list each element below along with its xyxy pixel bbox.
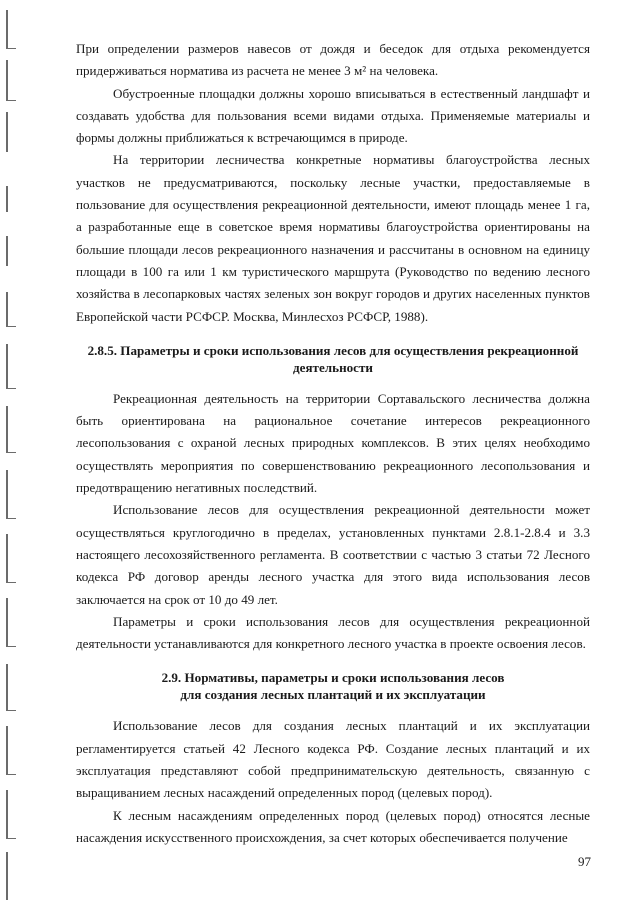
page-number: 97 (578, 854, 591, 869)
binding-mark (6, 48, 16, 49)
binding-mark (6, 790, 8, 838)
paragraph: При определении размеров навесов от дождя и беседок для отдыха рекомендуется придерживаться норматива из расчета не менее 3 м² на человека. (76, 41, 590, 79)
binding-mark (6, 852, 8, 900)
binding-mark (6, 774, 16, 775)
body-text (76, 38, 590, 849)
binding-mark (6, 292, 8, 326)
binding-mark (6, 838, 16, 839)
section-heading-line: деятельности (293, 359, 373, 375)
paragraph: Использование лесов для создания лесных плантаций и их эксплуатации регламентируется статьей 42 Лесного кодекса РФ. Создание лесных плантаций и их эксплуатация представляют собой предпринимательскую деятельность, связанную с выращиванием лесных насаждений определенных пород (целевых пород). (76, 718, 590, 801)
binding-mark (6, 344, 8, 388)
binding-mark (6, 582, 16, 583)
binding-mark (6, 100, 16, 101)
binding-mark (6, 406, 8, 452)
binding-mark (6, 112, 8, 152)
section-heading-line: 2.8.5. Параметры и сроки использования лесов для осуществления рекреационной (87, 342, 579, 358)
paragraph: Обустроенные площадки должны хорошо вписываться в естественный ландшафт и создавать удобства для пользования всеми видами отдыха. Применяемые материалы и формы должны приближаться к встречающимся в природе. (76, 85, 590, 146)
binding-mark (6, 186, 8, 212)
binding-marks (6, 0, 20, 905)
paragraph: На территории лесничества конкретные нормативы благоустройства лесных участков не предусматриваются, поскольку лесные участки, предоставляемые в пользование для осуществления рекреационной деятельности, имеют площадь менее 1 га, а разработанные еще в советское время нормативы благоустройства ориентированы на большие площади лесов рекреационного назначения и рассчитаны в основном на единицу площади в 100 га или 1 км туристического маршрута (Руководство по ведению лесного хозяйства в лесопарковых частях зеленых зон вокруг городов и других населенных пунктов Европейской части РСФСР. Москва, Минлесхоз РСФСР, 1988). (76, 152, 590, 324)
binding-mark (6, 452, 16, 453)
binding-mark (6, 710, 16, 711)
section-heading-2-9 (76, 669, 590, 703)
binding-mark (6, 664, 8, 710)
section-heading-line: для создания лесных плантаций и их эксплуатации (180, 687, 486, 703)
binding-mark (6, 470, 8, 518)
binding-mark (6, 646, 16, 647)
paragraph: К лесным насаждениям определенных пород (целевых пород) относятся лесные насаждения искусственного происхождения, за счет которых обеспечивается получение (76, 807, 590, 845)
paragraph: Рекреационная деятельность на территории Сортавальского лесничества должна быть ориентирована на рациональное сочетание интересов рекреационного лесопользования с охраной лесных природных комплексов. В этих целях необходимо осуществлять мероприятия по совершенствованию рекреационного лесопользования и предотвращению негативных последствий. (76, 390, 590, 496)
binding-mark (6, 388, 16, 389)
paragraph: Параметры и сроки использования лесов для осуществления рекреационной деятельности устанавливаются для конкретного лесного участка в проекте освоения лесов. (76, 613, 590, 652)
binding-mark (6, 598, 8, 646)
binding-mark (6, 326, 16, 327)
section-heading-line: 2.9. Нормативы, параметры и сроки использования лесов (161, 670, 505, 686)
section-heading-2-8-5 (76, 342, 590, 376)
binding-mark (6, 726, 8, 774)
binding-mark (6, 236, 8, 266)
binding-mark (6, 10, 8, 48)
binding-mark (6, 534, 8, 582)
paragraph: Использование лесов для осуществления рекреационной деятельности может осуществляться круглогодично в пределах, установленных пунктами 2.8.1-2.8.4 и 3.3 настоящего лесохозяйственного регламента. В соответствии с частью 3 статьи 72 Лесного кодекса РФ договор аренды лесного участка для этого вида использования лесов заключается на срок от 10 до 49 лет. (76, 502, 590, 607)
binding-mark (6, 518, 16, 519)
binding-mark (6, 60, 8, 100)
